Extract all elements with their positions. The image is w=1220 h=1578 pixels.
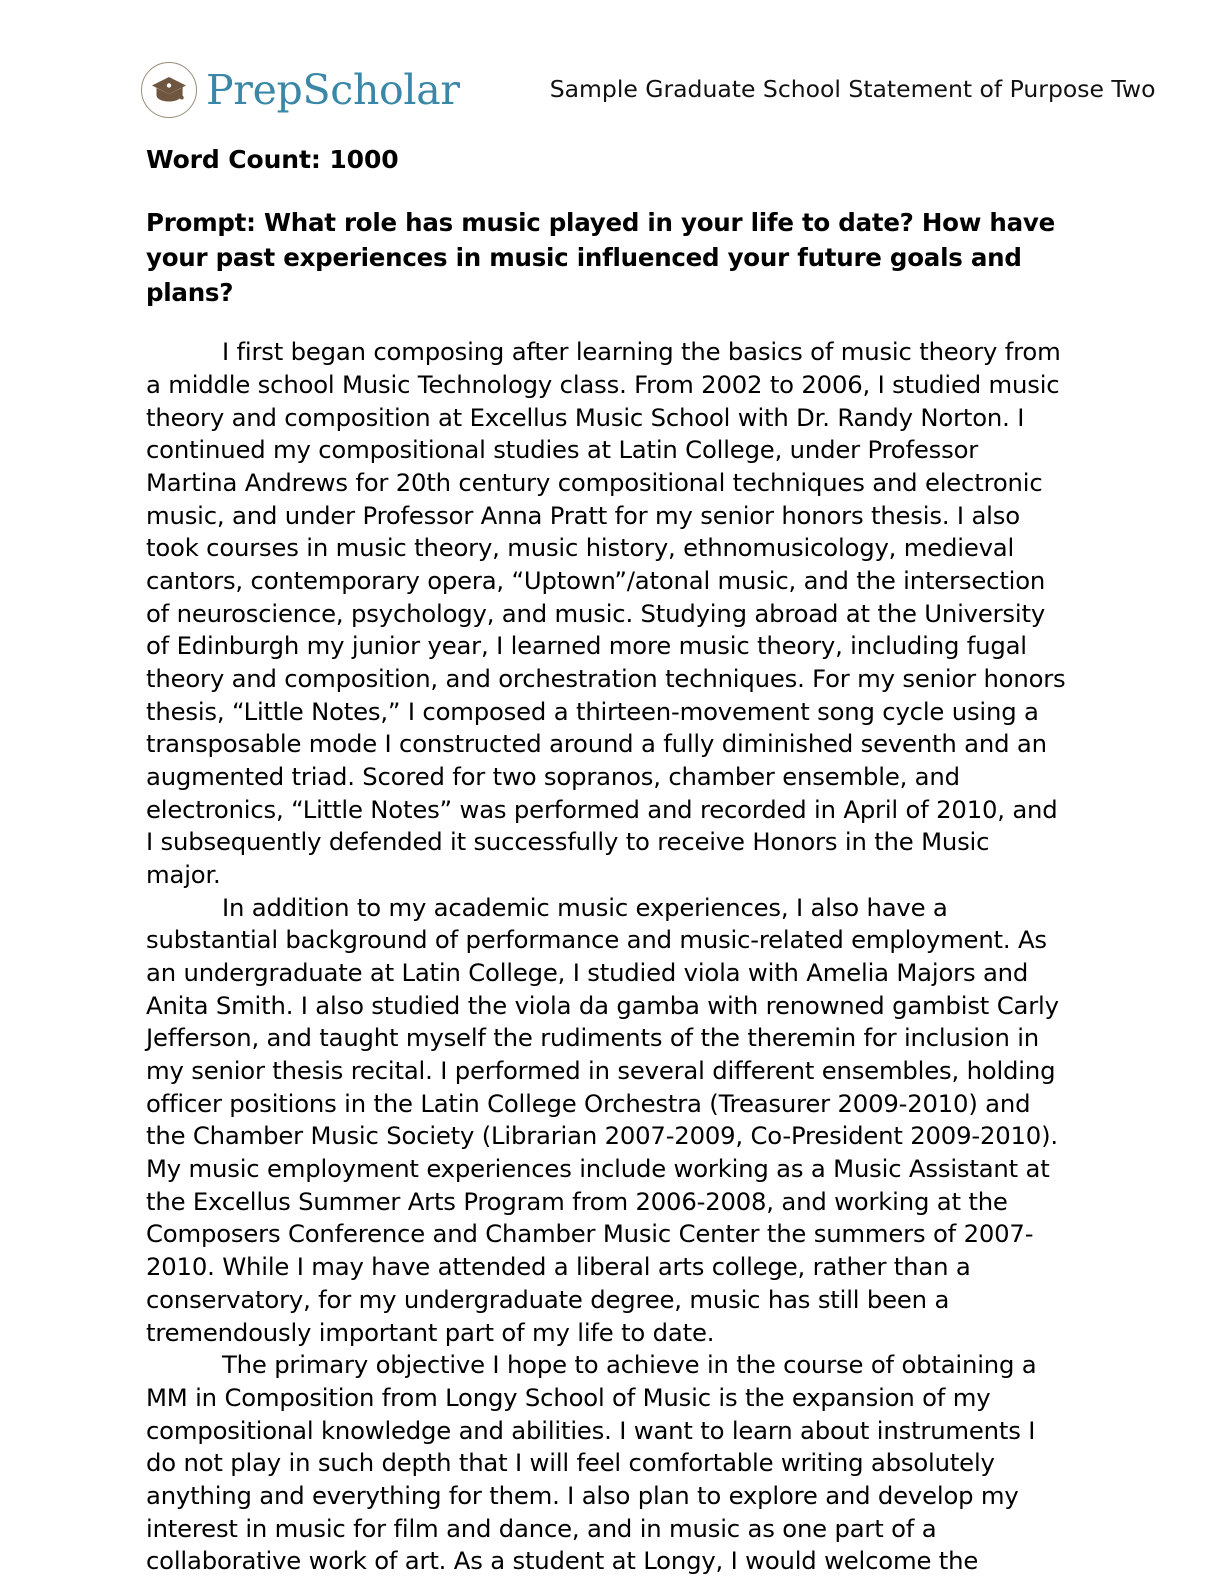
essay-paragraph-3: The primary objective I hope to achieve in the course of obtaining a MM in Composition from Longy School of Music is the expansion of my compositional knowledge and abilities. I want to learn about instruments I do not play in such depth that I will feel comfortable writing absolutely anything and everything for them. I also plan to explore and develop my interest in music for film and dance, and in music as one part of a collaborative work of art. As a student at Longy, I would welcome the [146,1350,1037,1576]
essay-paragraph-1: I first began composing after learning the basics of music theory from a middle school Music Technology class. From 2002 to 2006, I studied music theory and composition at Excellus Music School with Dr. Randy Norton. I continued my compositional studies at Latin College, under Professor Martina Andrews for 20th century compositional techniques and electronic music, and under Professor Anna Pratt for my senior honors thesis. I also took courses in music theory, music history, ethnomusicology, medieval cantors, contemporary opera, “Uptown”/atonal music, and the intersection of neuroscience, psychology, and music. Studying abroad at the University of Edinburgh my junior year, I learned more music theory, including fugal theory and composition, and orchestration techniques. For my senior honors thesis, “Little Notes,” I composed a thirteen-movement song cycle using a transposable mode I constructed around a fully diminished seventh and an augmented triad. Scored for two sopranos, chamber ensemble, and electronics, “Little Notes” was performed and recorded in April of 2010, and I subsequently defended it successfully to receive Honors in the Music major. [146,337,1066,890]
document-header-title: Sample Graduate School Statement of Purpose Two [549,75,1156,104]
word-count-label: Word Count: 1000 [146,145,399,174]
brand-wordmark: PrepScholar [206,65,460,114]
essay-prompt: Prompt: What role has music played in your life to date? How have your past experiences in music influenced your future goals and plans? [146,208,1055,307]
document-body [146,144,1066,1578]
prepscholar-logo [141,62,460,118]
document-header [0,52,1220,128]
essay-paragraph-2: In addition to my academic music experiences, I also have a substantial background of performance and music-related employment. As an undergraduate at Latin College, I studied viola with Amelia Majors and Anita Smith. I also studied the viola da gamba with renowned gambist Carly Jefferson, and taught myself the rudiments of the theremin for inclusion in my senior thesis recital. I performed in several different ensembles, holding officer positions in the Latin College Orchestra (Treasurer 2009-2010) and the Chamber Music Society (Librarian 2007-2009, Co-President 2009-2010). My music employment experiences include working as a Music Assistant at the Excellus Summer Arts Program from 2006-2008, and working at the Composers Conference and Chamber Music Center the summers of 2007-2010. While I may have attended a liberal arts college, rather than a conservatory, for my undergraduate degree, music has still been a tremendously important part of my life to date. [146,892,1059,1347]
graduation-cap-icon [141,62,197,118]
